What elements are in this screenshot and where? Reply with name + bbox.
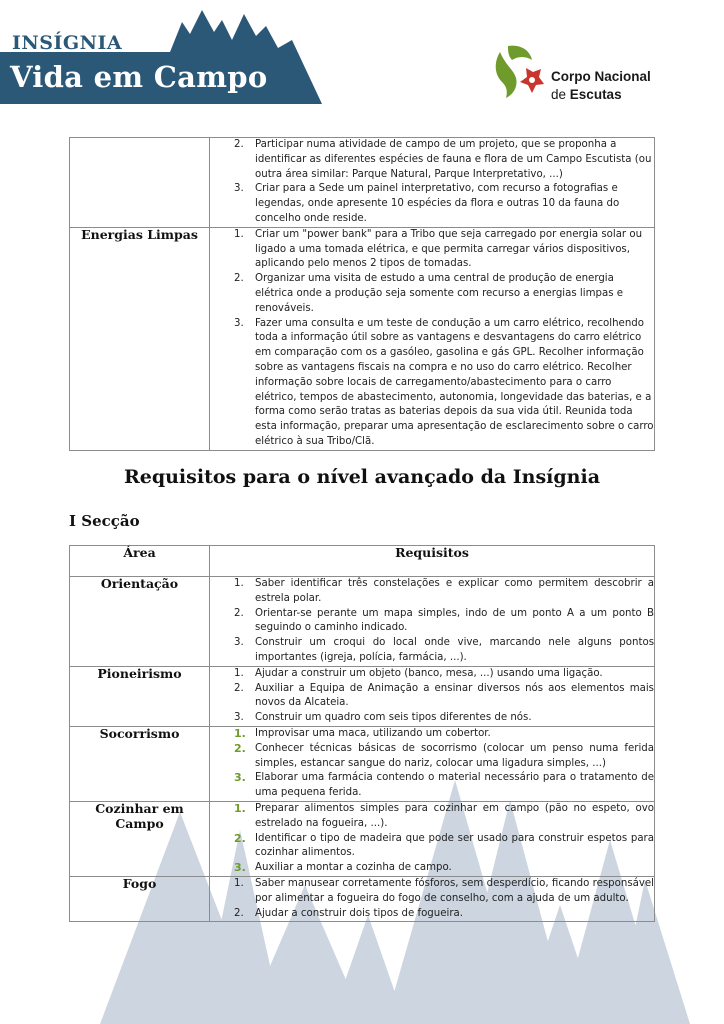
list-item bbox=[210, 228, 654, 272]
requirements-list bbox=[210, 667, 654, 726]
header-requirements: Requisitos bbox=[210, 546, 655, 577]
item-text: Conhecer técnicas básicas de socorrismo (colocar um penso numa ferida simples, estancar sangue do nariz, colocar uma ligadura simples, ...) bbox=[255, 742, 654, 769]
item-number: 3. bbox=[234, 637, 244, 649]
item-number: 1. bbox=[234, 228, 244, 240]
item-text: Preparar alimentos simples para cozinhar em campo (pão no espeto, ovo estrelado na fogueira, ...). bbox=[255, 802, 654, 829]
requirements-cell bbox=[210, 666, 655, 726]
area-name: Orientação bbox=[70, 577, 210, 667]
item-text: Ajudar a construir dois tipos de fogueira. bbox=[255, 907, 463, 919]
item-text: Saber manusear corretamente fósforos, sem desperdício, ficando responsável por alimentar a fogueira do fogo de conselho, com a ajuda de um adulto. bbox=[255, 877, 654, 904]
cne-logo-icon bbox=[486, 40, 550, 106]
table-row bbox=[70, 876, 655, 921]
item-number: 1. bbox=[234, 877, 244, 889]
item-number: 2. bbox=[234, 682, 244, 694]
list-item bbox=[210, 272, 654, 316]
requirements-cell bbox=[210, 577, 655, 667]
item-number: 3. bbox=[234, 183, 244, 195]
item-number: 3. bbox=[234, 771, 246, 785]
item-number: 2. bbox=[234, 741, 246, 755]
area-name: Cozinhar em Campo bbox=[70, 801, 210, 876]
list-item bbox=[210, 832, 654, 862]
insignia-title: Vida em Campo bbox=[10, 60, 268, 94]
table-row bbox=[70, 138, 655, 228]
list-item bbox=[210, 802, 654, 832]
item-number: 1. bbox=[234, 726, 246, 740]
list-item bbox=[210, 727, 654, 742]
item-text: Improvisar uma maca, utilizando um cobertor. bbox=[255, 727, 491, 739]
list-item bbox=[210, 317, 654, 450]
requirements-cell bbox=[210, 138, 655, 228]
list-item bbox=[210, 771, 654, 801]
list-item bbox=[210, 742, 654, 772]
area-name: Pioneirismo bbox=[70, 666, 210, 726]
org-name-line2: de Escutas bbox=[551, 87, 622, 102]
requirements-list bbox=[210, 802, 654, 876]
requirements-list bbox=[210, 577, 654, 666]
item-number: 2. bbox=[234, 139, 244, 150]
item-number: 3. bbox=[234, 712, 244, 724]
item-number: 2. bbox=[234, 607, 244, 619]
section-heading: I Secção bbox=[69, 512, 140, 530]
item-number: 1. bbox=[234, 578, 244, 589]
continued-requirements-table bbox=[69, 137, 655, 451]
item-text: Participar numa atividade de campo de um projeto, que se proponha a identificar as diferentes espécies de fauna e flora de um Campo Escutista (ou outra área similar: Parque Natural, Parque Interpretativo, ...) bbox=[255, 139, 652, 180]
list-item bbox=[210, 607, 654, 637]
insignia-label: INSÍGNIA bbox=[12, 32, 123, 54]
table-row bbox=[70, 801, 655, 876]
item-text: Ajudar a construir um objeto (banco, mesa, ...) usando uma ligação. bbox=[255, 667, 603, 679]
item-text: Organizar uma visita de estudo a uma central de produção de energia elétrica onde a produção seja somente com recurso a energias limpas e renováveis. bbox=[255, 273, 624, 314]
area-name: Socorrismo bbox=[70, 726, 210, 801]
item-text: Auxiliar a montar a cozinha de campo. bbox=[255, 862, 452, 874]
list-item bbox=[210, 138, 654, 182]
list-item bbox=[210, 667, 654, 682]
table-row bbox=[70, 666, 655, 726]
table-row bbox=[70, 227, 655, 450]
requirements-cell bbox=[210, 801, 655, 876]
advanced-level-heading: Requisitos para o nível avançado da Insígnia bbox=[123, 466, 601, 488]
requirements-cell bbox=[210, 227, 655, 450]
advanced-requirements-table bbox=[69, 545, 655, 922]
requirements-list bbox=[210, 727, 654, 801]
table-header-row bbox=[70, 546, 655, 577]
list-item bbox=[210, 682, 654, 712]
area-name bbox=[70, 138, 210, 228]
item-number: 2. bbox=[234, 831, 246, 845]
item-number: 3. bbox=[234, 861, 246, 875]
item-text: Fazer uma consulta e um teste de condução a um carro elétrico, recolhendo toda a informação útil sobre as vantagens e desvantagens do carro elétrico em comparação com os a gasóleo, gasolina e gás GPL. Recolher informação sobre as vantagens fiscais na compra e no uso do carro elétrico. Recolher informação sobre locais de carregamento/abastecimento para o carro elétrico, tempos de abastecimento, autonomia, longevidade das baterias, e a forma como serão tratas as baterias depois da sua vida útil. Reunida toda esta informação, preparar uma apresentação de esclarecimento sobre o carro elétrico à sua Tribo/Clã. bbox=[255, 317, 654, 447]
list-item bbox=[210, 861, 654, 876]
item-number: 1. bbox=[234, 801, 246, 815]
item-text: Saber identificar três constelações e explicar como permitem descobrir a estrela polar. bbox=[255, 578, 654, 604]
requirements-cell bbox=[210, 876, 655, 921]
item-number: 2. bbox=[234, 907, 244, 919]
org-name-line1: Corpo Nacional bbox=[551, 69, 651, 84]
item-text: Identificar o tipo de madeira que pode ser usado para construir espetos para cozinhar alimentos. bbox=[255, 832, 654, 859]
item-text: Orientar-se perante um mapa simples, indo de um ponto A a um ponto B seguindo o caminho indicado. bbox=[255, 607, 654, 634]
item-text: Auxiliar a Equipa de Animação a ensinar diversos nós aos elementos mais novos da Alcateia. bbox=[255, 682, 654, 709]
item-number: 3. bbox=[234, 317, 244, 329]
requirements-cell bbox=[210, 726, 655, 801]
requirements-list bbox=[210, 138, 654, 227]
table-row bbox=[70, 577, 655, 667]
item-number: 1. bbox=[234, 667, 244, 679]
item-text: Criar um "power bank" para a Tribo que seja carregado por energia solar ou ligado a uma tomada elétrica, e que permita carregar vários dispositivos, aplicando pelo menos 2 tipos de tomadas. bbox=[255, 228, 643, 270]
list-item bbox=[210, 636, 654, 666]
area-name: Energias Limpas bbox=[70, 227, 210, 450]
item-text: Construir um croqui do local onde vive, marcando nele alguns pontos importantes (igreja, polícia, farmácia, ...). bbox=[255, 637, 654, 663]
item-text: Criar para a Sede um painel interpretativo, com recurso a fotografias e legendas, onde apresente 10 espécies da flora e outras 10 da fauna do concelho onde reside. bbox=[255, 183, 620, 224]
header-area: Área bbox=[70, 546, 210, 577]
list-item bbox=[210, 182, 654, 226]
list-item bbox=[210, 577, 654, 607]
item-number: 2. bbox=[234, 273, 244, 285]
table-row bbox=[70, 726, 655, 801]
area-name: Fogo bbox=[70, 876, 210, 921]
requirements-list bbox=[210, 877, 654, 921]
item-text: Construir um quadro com seis tipos diferentes de nós. bbox=[255, 712, 532, 724]
requirements-list bbox=[210, 228, 654, 450]
list-item bbox=[210, 877, 654, 907]
list-item bbox=[210, 907, 654, 922]
item-text: Elaborar uma farmácia contendo o material necessário para o tratamento de uma pequena ferida. bbox=[255, 772, 654, 799]
list-item bbox=[210, 711, 654, 726]
